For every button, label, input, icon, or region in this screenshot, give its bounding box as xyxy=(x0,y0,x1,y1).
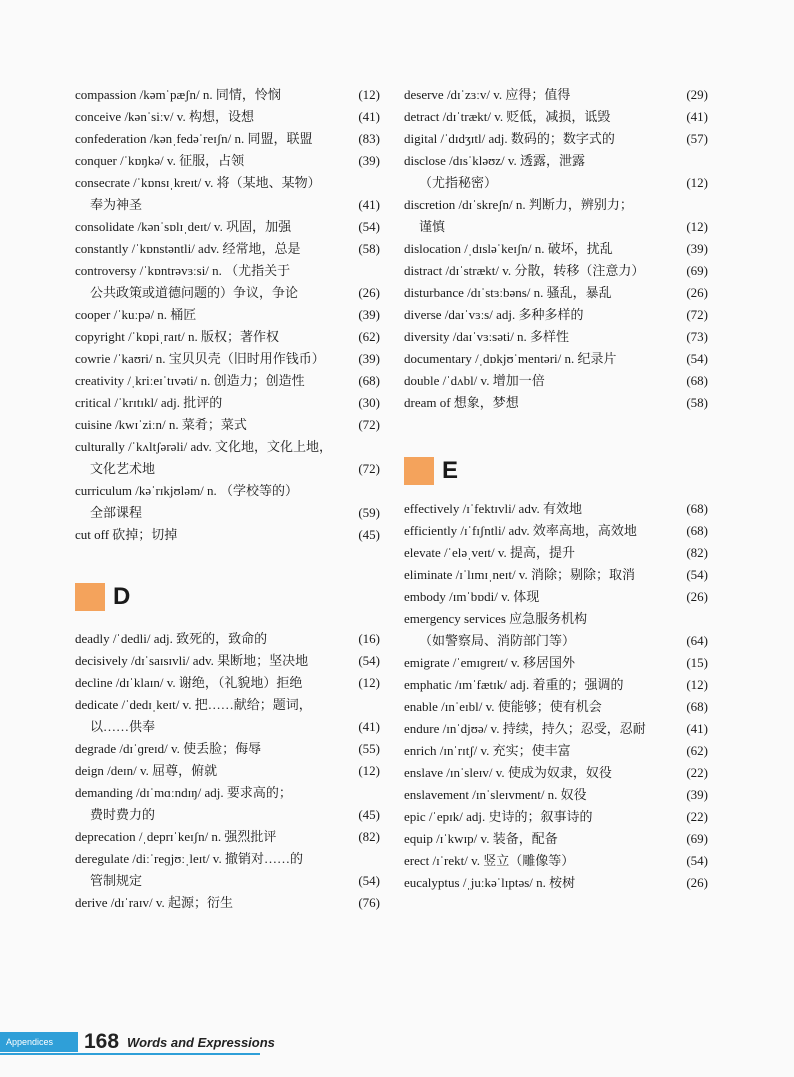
section-header-d xyxy=(75,580,380,614)
entry-page: (45) xyxy=(358,807,380,822)
entry-text: 谨慎 xyxy=(419,219,446,234)
entry-text: （如警察局、消防部门等） xyxy=(419,633,576,648)
entry-page: (41) xyxy=(358,109,380,124)
glossary-entry xyxy=(75,304,380,326)
entry-text: deprecation /ˌdeprɪˈkeɪʃn/ n. 强烈批评 xyxy=(75,829,277,844)
entry-text: conceive /kənˈsiːv/ v. 构想，设想 xyxy=(75,109,254,124)
entry-page: (39) xyxy=(686,241,708,256)
entry-text: enslavement /ɪnˈsleɪvment/ n. 奴役 xyxy=(404,787,587,802)
entry-text: demanding /dɪˈmɑːndɪŋ/ adj. 要求高的； xyxy=(75,785,292,800)
entry-text: diverse /daɪˈvɜːs/ adj. 多种多样的 xyxy=(404,307,584,322)
entry-text: enslave /ɪnˈsleɪv/ v. 使成为奴隶，奴役 xyxy=(404,765,612,780)
glossary-entry xyxy=(404,740,708,762)
entry-text: cut off 砍掉；切掉 xyxy=(75,527,178,542)
glossary-entry xyxy=(404,784,708,806)
entry-page: (26) xyxy=(686,875,708,890)
entry-text: enrich /ɪnˈrɪtʃ/ v. 充实；使丰富 xyxy=(404,743,571,758)
glossary-entry xyxy=(75,826,380,848)
entry-text: deign /deɪn/ v. 屈尊，俯就 xyxy=(75,763,218,778)
entry-page: (39) xyxy=(686,787,708,802)
entry-text: derive /dɪˈraɪv/ v. 起源；衍生 xyxy=(75,895,234,910)
entry-page: (82) xyxy=(686,545,708,560)
entry-page: (12) xyxy=(686,219,708,234)
entry-page: (12) xyxy=(358,675,380,690)
footer-tab: Appendices xyxy=(0,1032,78,1052)
entry-text: effectively /ɪˈfektɪvli/ adv. 有效地 xyxy=(404,501,582,516)
entry-page: (26) xyxy=(358,285,380,300)
glossary-entry xyxy=(75,238,380,260)
glossary-entry xyxy=(404,718,708,740)
glossary-entry xyxy=(75,738,380,760)
entry-text: controversy /ˈkɒntrəvɜːsi/ n. （尤指关于 xyxy=(75,263,291,278)
entry-text: copyright /ˈkɒpiˌraɪt/ n. 版权；著作权 xyxy=(75,329,279,344)
glossary-entry xyxy=(75,326,380,348)
entry-page: (54) xyxy=(358,873,380,888)
entry-page: (26) xyxy=(686,285,708,300)
glossary-entry xyxy=(404,674,708,696)
entry-page: (16) xyxy=(358,631,380,646)
entry-page: (12) xyxy=(686,677,708,692)
entry-text: digital /ˈdɪdʒɪtl/ adj. 数码的；数字式的 xyxy=(404,131,615,146)
entry-text: （尤指秘密） xyxy=(419,175,498,190)
entry-page: (12) xyxy=(358,763,380,778)
glossary-entry xyxy=(75,650,380,672)
entry-text: emigrate /ˈemɪɡreɪt/ v. 移居国外 xyxy=(404,655,575,670)
entry-text: erect /ɪˈrekt/ v. 竖立（雕像等） xyxy=(404,853,575,868)
glossary-entry xyxy=(75,848,380,870)
entry-page: (62) xyxy=(358,329,380,344)
glossary-entry xyxy=(404,348,708,370)
left-column xyxy=(75,84,380,914)
entry-page: (15) xyxy=(686,655,708,670)
entry-text: 奉为神圣 xyxy=(90,197,143,212)
entry-text: diversity /daɪˈvɜːsəti/ n. 多样性 xyxy=(404,329,570,344)
entry-page: (30) xyxy=(358,395,380,410)
entry-text: discretion /dɪˈskreʃn/ n. 判断力，辨别力； xyxy=(404,197,633,212)
glossary-list-e xyxy=(404,498,708,894)
glossary-entry xyxy=(404,194,708,216)
footer-rule xyxy=(0,1053,260,1055)
entry-text: emphatic /ɪmˈfætɪk/ adj. 着重的；强调的 xyxy=(404,677,624,692)
entry-page: (58) xyxy=(358,241,380,256)
footer-title: Words and Expressions xyxy=(127,1034,275,1050)
entry-text: curriculum /kəˈrɪkjʊləm/ n. （学校等的） xyxy=(75,483,299,498)
glossary-entry xyxy=(404,326,708,348)
entry-page: (57) xyxy=(686,131,708,146)
entry-text: decisively /dɪˈsaɪsɪvli/ adv. 果断地；坚决地 xyxy=(75,653,309,668)
entry-text: disturbance /dɪˈstɜːbəns/ n. 骚乱，暴乱 xyxy=(404,285,612,300)
entry-text: 全部课程 xyxy=(90,505,143,520)
entry-text: decline /dɪˈklaɪn/ v. 谢绝，（礼貌地）拒绝 xyxy=(75,675,303,690)
entry-page: (59) xyxy=(358,505,380,520)
glossary-entry xyxy=(75,106,380,128)
glossary-entry xyxy=(75,414,380,436)
glossary-entry xyxy=(404,762,708,784)
glossary-entry xyxy=(404,498,708,520)
entry-page: (69) xyxy=(686,263,708,278)
entry-page: (76) xyxy=(358,895,380,910)
glossary-entry xyxy=(75,282,380,304)
entry-page: (72) xyxy=(358,461,380,476)
entry-page: (83) xyxy=(358,131,380,146)
entry-text: 公共政策或道德问题的）争议，争论 xyxy=(90,285,299,300)
entry-page: (39) xyxy=(358,351,380,366)
glossary-entry xyxy=(75,672,380,694)
glossary-entry xyxy=(75,782,380,804)
glossary-entry xyxy=(75,870,380,892)
entry-page: (29) xyxy=(686,87,708,102)
entry-page: (73) xyxy=(686,329,708,344)
entry-text: cooper /ˈkuːpə/ n. 桶匠 xyxy=(75,307,197,322)
entry-page: (55) xyxy=(358,741,380,756)
entry-text: dream of 想象，梦想 xyxy=(404,395,519,410)
glossary-entry xyxy=(404,828,708,850)
glossary-entry xyxy=(75,392,380,414)
entry-page: (68) xyxy=(686,373,708,388)
glossary-entry xyxy=(75,150,380,172)
entry-text: deserve /dɪˈzɜːv/ v. 应得；值得 xyxy=(404,87,571,102)
entry-page: (54) xyxy=(358,219,380,234)
glossary-entry xyxy=(75,370,380,392)
entry-text: detract /dɪˈtrækt/ v. 贬低，减损，诋毁 xyxy=(404,109,611,124)
glossary-entry xyxy=(404,630,708,652)
entry-page: (68) xyxy=(686,523,708,538)
glossary-entry xyxy=(404,872,708,894)
glossary-list-d-continued xyxy=(404,84,708,414)
entry-page: (54) xyxy=(686,351,708,366)
entry-text: 以……供奉 xyxy=(90,719,156,734)
entry-page: (62) xyxy=(686,743,708,758)
page-number: 168 xyxy=(84,1030,120,1053)
entry-page: (41) xyxy=(686,721,708,736)
entry-text: cowrie /ˈkaʊri/ n. 宝贝贝壳（旧时用作钱币） xyxy=(75,351,325,366)
glossary-entry xyxy=(404,564,708,586)
glossary-entry xyxy=(404,370,708,392)
glossary-entry xyxy=(75,760,380,782)
glossary-entry xyxy=(404,608,708,630)
entry-page: (41) xyxy=(358,719,380,734)
entry-page: (68) xyxy=(686,699,708,714)
glossary-entry xyxy=(404,586,708,608)
entry-page: (68) xyxy=(358,373,380,388)
page-footer xyxy=(0,1030,794,1054)
entry-text: dedicate /ˈdedɪˌkeɪt/ v. 把……献给；题词， xyxy=(75,697,312,712)
glossary-entry xyxy=(404,520,708,542)
glossary-entry xyxy=(404,216,708,238)
glossary-entry xyxy=(404,238,708,260)
entry-text: 文化艺术地 xyxy=(90,461,156,476)
glossary-entry xyxy=(75,128,380,150)
glossary-entry xyxy=(404,696,708,718)
glossary-entry xyxy=(404,172,708,194)
entry-page: (68) xyxy=(686,501,708,516)
entry-page: (82) xyxy=(358,829,380,844)
glossary-entry xyxy=(75,348,380,370)
glossary-entry xyxy=(404,128,708,150)
entry-page: (54) xyxy=(358,653,380,668)
entry-text: documentary /ˌdɒkjʊˈmentəri/ n. 纪录片 xyxy=(404,351,617,366)
entry-text: embody /ɪmˈbɒdi/ v. 体现 xyxy=(404,589,540,604)
entry-text: confederation /kənˌfedəˈreɪʃn/ n. 同盟，联盟 xyxy=(75,131,313,146)
entry-text: deregulate /diːˈreɡjʊːˌleɪt/ v. 撤销对……的 xyxy=(75,851,303,866)
entry-text: epic /ˈepɪk/ adj. 史诗的；叙事诗的 xyxy=(404,809,593,824)
entry-text: 费时费力的 xyxy=(90,807,156,822)
entry-text: double /ˈdʌbl/ v. 增加一倍 xyxy=(404,373,545,388)
entry-text: conquer /ˈkɒŋkə/ v. 征服，占领 xyxy=(75,153,245,168)
glossary-list-d xyxy=(75,628,380,914)
glossary-entry xyxy=(75,458,380,480)
entry-text: deadly /ˈdedli/ adj. 致死的，致命的 xyxy=(75,631,268,646)
entry-text: distract /dɪˈstrækt/ v. 分散，转移（注意力） xyxy=(404,263,645,278)
glossary-entry xyxy=(75,480,380,502)
glossary-entry xyxy=(75,502,380,524)
section-header-e xyxy=(404,454,708,488)
entry-page: (45) xyxy=(358,527,380,542)
glossary-entry xyxy=(404,84,708,106)
entry-text: equip /ɪˈkwɪp/ v. 装备，配备 xyxy=(404,831,558,846)
glossary-entry xyxy=(75,804,380,826)
glossary-entry xyxy=(404,392,708,414)
glossary-list-c xyxy=(75,84,380,546)
entry-text: degrade /dɪˈɡreɪd/ v. 使丢脸；侮辱 xyxy=(75,741,262,756)
entry-text: creativity /ˌkriːeɪˈtɪvəti/ n. 创造力；创造性 xyxy=(75,373,305,388)
entry-page: (72) xyxy=(358,417,380,432)
entry-page: (22) xyxy=(686,765,708,780)
glossary-entry xyxy=(75,694,380,716)
section-letter: D xyxy=(113,583,131,610)
glossary-entry xyxy=(75,172,380,194)
glossary-entry xyxy=(75,628,380,650)
glossary-entry xyxy=(404,304,708,326)
entry-page: (12) xyxy=(686,175,708,190)
entry-page: (72) xyxy=(686,307,708,322)
glossary-entry xyxy=(75,716,380,738)
entry-text: enable /ɪnˈeɪbl/ v. 使能够；使有机会 xyxy=(404,699,602,714)
entry-text: 管制规定 xyxy=(90,873,143,888)
entry-text: dislocation /ˌdɪsləˈkeɪʃn/ n. 破坏，扰乱 xyxy=(404,241,613,256)
entry-page: (64) xyxy=(686,633,708,648)
entry-page: (54) xyxy=(686,853,708,868)
entry-page: (39) xyxy=(358,307,380,322)
glossary-entry xyxy=(75,436,380,458)
entry-text: consolidate /kənˈsɒlɪˌdeɪt/ v. 巩固，加强 xyxy=(75,219,292,234)
entry-page: (22) xyxy=(686,809,708,824)
entry-text: cuisine /kwɪˈziːn/ n. 菜肴；菜式 xyxy=(75,417,247,432)
glossary-entry xyxy=(75,84,380,106)
section-marker xyxy=(75,583,105,611)
entry-text: constantly /ˈkɒnstəntli/ adv. 经常地，总是 xyxy=(75,241,301,256)
entry-page: (12) xyxy=(358,87,380,102)
entry-text: compassion /kəmˈpæʃn/ n. 同情，怜悯 xyxy=(75,87,281,102)
glossary-entry xyxy=(75,216,380,238)
glossary-entry xyxy=(404,652,708,674)
entry-page: (41) xyxy=(358,197,380,212)
glossary-entry xyxy=(404,850,708,872)
entry-text: emergency services 应急服务机构 xyxy=(404,611,588,626)
entry-text: consecrate /ˈkɒnsɪˌkreɪt/ v. 将（某地、某物） xyxy=(75,175,321,190)
glossary-entry xyxy=(404,806,708,828)
section-letter: E xyxy=(442,457,459,484)
entry-text: efficiently /ɪˈfɪʃntli/ adv. 效率高地，高效地 xyxy=(404,523,637,538)
glossary-entry xyxy=(404,150,708,172)
right-column xyxy=(404,84,708,894)
entry-page: (39) xyxy=(358,153,380,168)
glossary-entry xyxy=(404,260,708,282)
entry-page: (26) xyxy=(686,589,708,604)
entry-text: disclose /dɪsˈkləʊz/ v. 透露，泄露 xyxy=(404,153,586,168)
entry-text: endure /ɪnˈdjʊə/ v. 持续，持久；忍受，忍耐 xyxy=(404,721,646,736)
entry-text: culturally /ˈkʌltʃərəli/ adv. 文化地，文化上地， xyxy=(75,439,332,454)
glossary-entry xyxy=(75,260,380,282)
entry-page: (54) xyxy=(686,567,708,582)
entry-page: (58) xyxy=(686,395,708,410)
entry-text: eucalyptus /ˌjuːkəˈlɪptəs/ n. 桉树 xyxy=(404,875,576,890)
glossary-entry xyxy=(404,542,708,564)
entry-page: (41) xyxy=(686,109,708,124)
glossary-entry xyxy=(75,194,380,216)
entry-text: critical /ˈkrɪtɪkl/ adj. 批评的 xyxy=(75,395,223,410)
section-marker xyxy=(404,457,434,485)
entry-page: (69) xyxy=(686,831,708,846)
glossary-entry xyxy=(404,106,708,128)
entry-text: elevate /ˈeləˌveɪt/ v. 提高，提升 xyxy=(404,545,575,560)
glossary-entry xyxy=(75,524,380,546)
glossary-entry xyxy=(75,892,380,914)
entry-text: eliminate /ɪˈlɪmɪˌneɪt/ v. 消除；剔除；取消 xyxy=(404,567,635,582)
glossary-entry xyxy=(404,282,708,304)
